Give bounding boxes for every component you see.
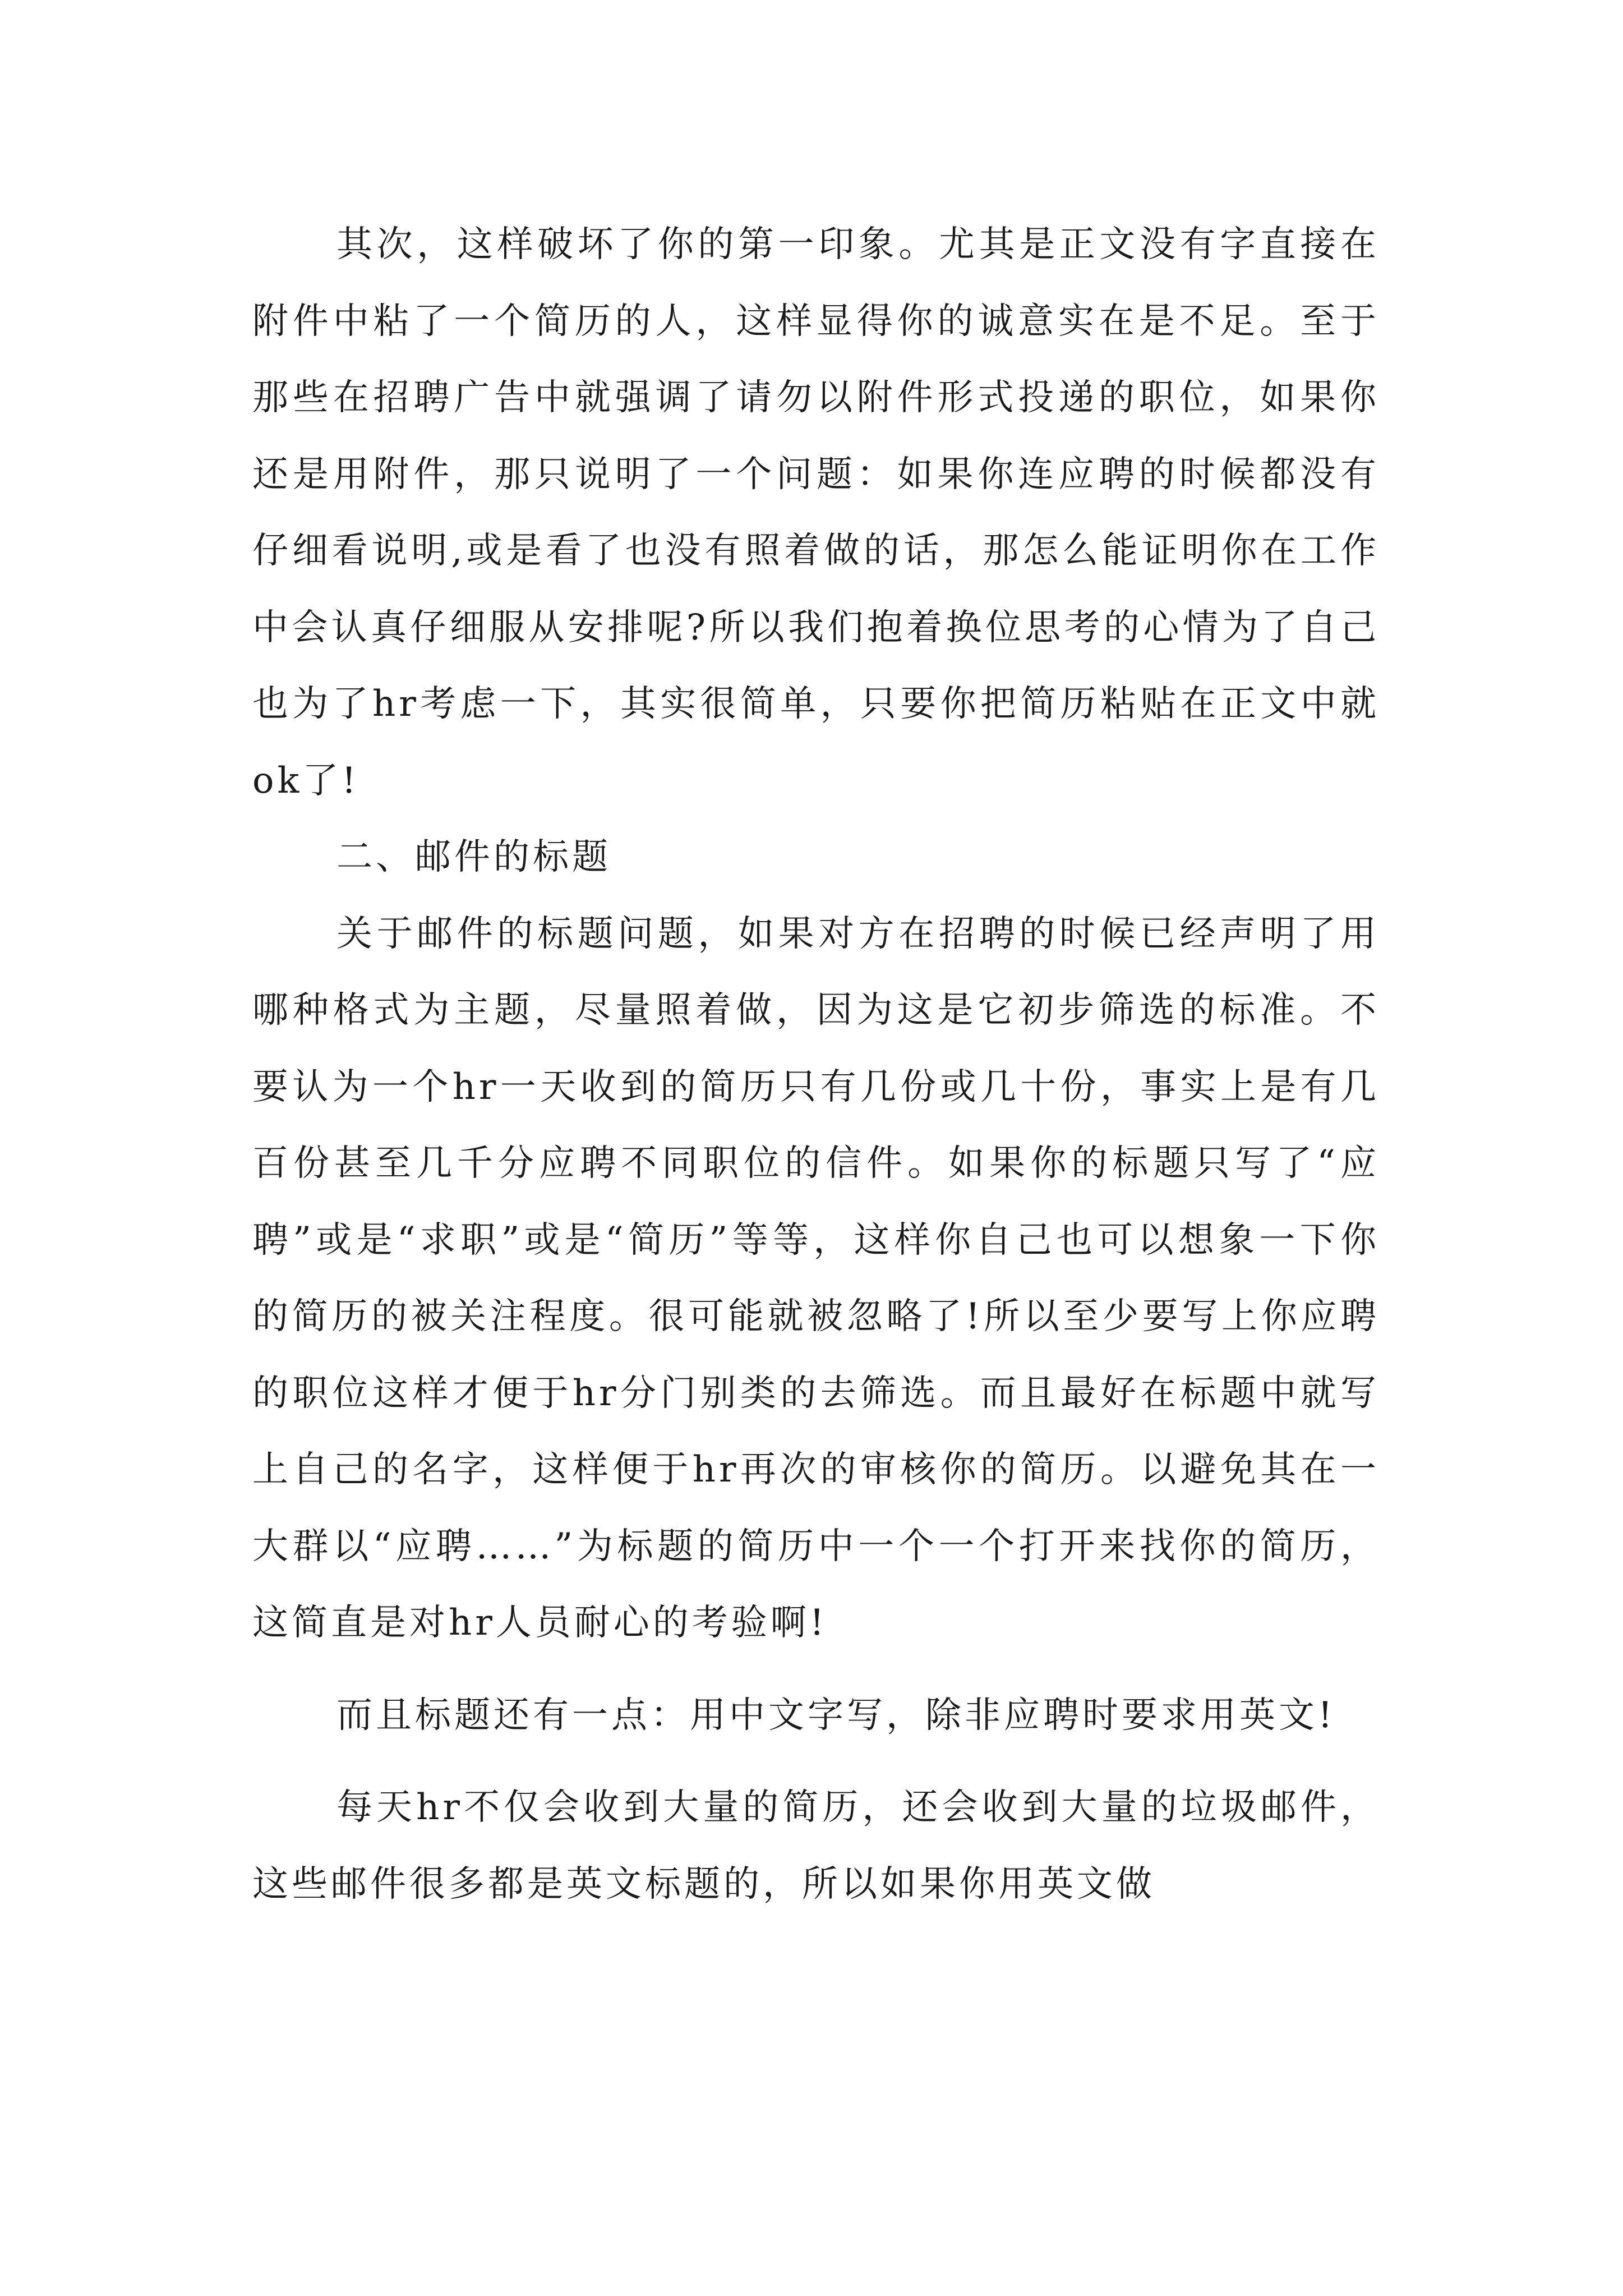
paragraph-email-title: 关于邮件的标题问题，如果对方在招聘的时候已经声明了用哪种格式为主题，尽量照着做，因为这是它初步筛选的标准。不要认为一个hr一天收到的简历只有几份或几十份，事实上是有几百份甚至几千分应聘不同职位的信件。如果你的标题只写了“应聘”或是“求职”或是“简历”等等，这样你自己也可以想象一下你的简历的被关注程度。很可能就被忽略了!所以至少要写上你应聘的职位这样才便于hr分门别类的去筛选。而且最好在标题中就写上自己的名字，这样便于hr再次的审核你的简历。以避免其在一大群以“应聘……”为标题的简历中一个一个打开来找你的简历，这简直是对hr人员耐心的考验啊! xyxy=(252,913,1380,1644)
paragraph-spam-mail: 每天hr不仅会收到大量的简历，还会收到大量的垃圾邮件，这些邮件很多都是英文标题的，所以如果你用英文做 xyxy=(252,1787,1380,1905)
paragraph-first-impression: 其次，这样破坏了你的第一印象。尤其是正文没有字直接在附件中粘了一个简历的人，这样显得你的诚意实在是不足。至于那些在招聘广告中就强调了请勿以附件形式投递的职位，如果你还是用附件，那只说明了一个问题：如果你连应聘的时候都没有仔细看说明,或是看了也没有照着做的话，那怎么能证明你在工作中会认真仔细服从安排呢?所以我们抱着换位思考的心情为了自己也为了hr考虑一下，其实很简单，只要你把简历粘贴在正文中就ok了! xyxy=(252,224,1380,802)
section-heading-email-title: 二、邮件的标题 xyxy=(336,836,611,878)
document-body xyxy=(252,206,1380,1922)
paragraph-chinese-title: 而且标题还有一点：用中文字写，除非应聘时要求用英文! xyxy=(336,1694,1336,1736)
